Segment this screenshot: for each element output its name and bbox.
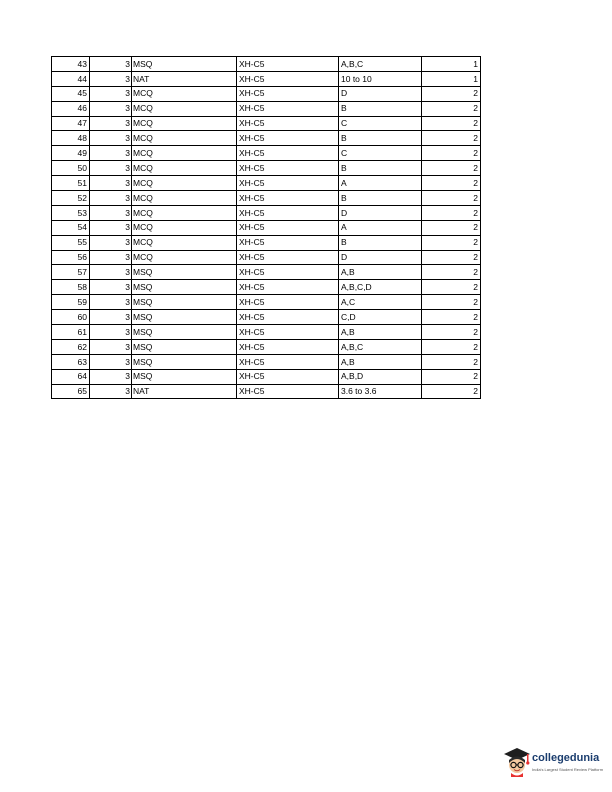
table-row bbox=[52, 250, 481, 265]
question-type-cell: MSQ bbox=[132, 280, 237, 295]
question-type-cell: MCQ bbox=[132, 161, 237, 176]
question-type-cell: MCQ bbox=[132, 235, 237, 250]
question-type-cell: MSQ bbox=[132, 325, 237, 340]
question-number-cell: 65 bbox=[52, 384, 90, 399]
section-cell: XH-C5 bbox=[237, 131, 339, 146]
marks-cell: 2 bbox=[422, 295, 481, 310]
question-number-cell: 59 bbox=[52, 295, 90, 310]
answer-key-cell: B bbox=[339, 101, 422, 116]
answer-key-cell: A,B,C bbox=[339, 339, 422, 354]
table-row bbox=[52, 116, 481, 131]
question-number-cell: 62 bbox=[52, 339, 90, 354]
table-row bbox=[52, 220, 481, 235]
question-type-cell: MCQ bbox=[132, 86, 237, 101]
table-row bbox=[52, 176, 481, 191]
section-cell: XH-C5 bbox=[237, 265, 339, 280]
session-cell: 3 bbox=[90, 325, 132, 340]
section-cell: XH-C5 bbox=[237, 101, 339, 116]
table-row bbox=[52, 369, 481, 384]
answer-key-cell: D bbox=[339, 86, 422, 101]
question-number-cell: 43 bbox=[52, 57, 90, 72]
table-row bbox=[52, 339, 481, 354]
session-cell: 3 bbox=[90, 116, 132, 131]
question-number-cell: 55 bbox=[52, 235, 90, 250]
question-number-cell: 45 bbox=[52, 86, 90, 101]
question-number-cell: 64 bbox=[52, 369, 90, 384]
table-row bbox=[52, 101, 481, 116]
question-type-cell: MCQ bbox=[132, 146, 237, 161]
marks-cell: 2 bbox=[422, 101, 481, 116]
table-row bbox=[52, 354, 481, 369]
question-type-cell: MSQ bbox=[132, 265, 237, 280]
marks-cell: 2 bbox=[422, 220, 481, 235]
answer-key-cell: A,B bbox=[339, 265, 422, 280]
table-row bbox=[52, 131, 481, 146]
section-cell: XH-C5 bbox=[237, 191, 339, 206]
question-number-cell: 53 bbox=[52, 205, 90, 220]
session-cell: 3 bbox=[90, 354, 132, 369]
question-number-cell: 56 bbox=[52, 250, 90, 265]
question-type-cell: MSQ bbox=[132, 310, 237, 325]
collegedunia-watermark bbox=[503, 746, 612, 780]
marks-cell: 2 bbox=[422, 384, 481, 399]
question-number-cell: 54 bbox=[52, 220, 90, 235]
section-cell: XH-C5 bbox=[237, 354, 339, 369]
session-cell: 3 bbox=[90, 369, 132, 384]
marks-cell: 2 bbox=[422, 325, 481, 340]
marks-cell: 2 bbox=[422, 310, 481, 325]
section-cell: XH-C5 bbox=[237, 250, 339, 265]
question-type-cell: NAT bbox=[132, 384, 237, 399]
brand-tagline: India's Largest Student Review Platform bbox=[532, 767, 604, 772]
question-number-cell: 49 bbox=[52, 146, 90, 161]
question-number-cell: 48 bbox=[52, 131, 90, 146]
marks-cell: 2 bbox=[422, 146, 481, 161]
marks-cell: 2 bbox=[422, 339, 481, 354]
question-type-cell: MCQ bbox=[132, 131, 237, 146]
section-cell: XH-C5 bbox=[237, 339, 339, 354]
question-number-cell: 50 bbox=[52, 161, 90, 176]
question-type-cell: MCQ bbox=[132, 101, 237, 116]
session-cell: 3 bbox=[90, 86, 132, 101]
marks-cell: 2 bbox=[422, 205, 481, 220]
section-cell: XH-C5 bbox=[237, 116, 339, 131]
session-cell: 3 bbox=[90, 71, 132, 86]
marks-cell: 2 bbox=[422, 369, 481, 384]
section-cell: XH-C5 bbox=[237, 325, 339, 340]
session-cell: 3 bbox=[90, 265, 132, 280]
table-row bbox=[52, 235, 481, 250]
marks-cell: 2 bbox=[422, 235, 481, 250]
session-cell: 3 bbox=[90, 310, 132, 325]
question-number-cell: 44 bbox=[52, 71, 90, 86]
session-cell: 3 bbox=[90, 280, 132, 295]
section-cell: XH-C5 bbox=[237, 57, 339, 72]
question-type-cell: MSQ bbox=[132, 369, 237, 384]
question-type-cell: MCQ bbox=[132, 116, 237, 131]
section-cell: XH-C5 bbox=[237, 205, 339, 220]
answer-key-cell: B bbox=[339, 191, 422, 206]
answer-key-cell: C bbox=[339, 146, 422, 161]
session-cell: 3 bbox=[90, 220, 132, 235]
table-row bbox=[52, 161, 481, 176]
marks-cell: 2 bbox=[422, 86, 481, 101]
question-number-cell: 47 bbox=[52, 116, 90, 131]
section-cell: XH-C5 bbox=[237, 71, 339, 86]
table-row bbox=[52, 86, 481, 101]
session-cell: 3 bbox=[90, 339, 132, 354]
answer-key-cell: C,D bbox=[339, 310, 422, 325]
marks-cell: 2 bbox=[422, 131, 481, 146]
answer-key-cell: A,B bbox=[339, 325, 422, 340]
answer-key-cell: D bbox=[339, 250, 422, 265]
question-number-cell: 58 bbox=[52, 280, 90, 295]
answer-key-cell: B bbox=[339, 161, 422, 176]
section-cell: XH-C5 bbox=[237, 369, 339, 384]
table-row bbox=[52, 310, 481, 325]
brand-name: collegedunia bbox=[532, 752, 600, 764]
session-cell: 3 bbox=[90, 384, 132, 399]
marks-cell: 2 bbox=[422, 191, 481, 206]
session-cell: 3 bbox=[90, 146, 132, 161]
marks-cell: 2 bbox=[422, 354, 481, 369]
question-type-cell: NAT bbox=[132, 71, 237, 86]
answer-key-body bbox=[52, 57, 481, 399]
session-cell: 3 bbox=[90, 161, 132, 176]
question-type-cell: MSQ bbox=[132, 354, 237, 369]
section-cell: XH-C5 bbox=[237, 146, 339, 161]
session-cell: 3 bbox=[90, 176, 132, 191]
section-cell: XH-C5 bbox=[237, 176, 339, 191]
table-row bbox=[52, 384, 481, 399]
question-number-cell: 51 bbox=[52, 176, 90, 191]
session-cell: 3 bbox=[90, 295, 132, 310]
answer-key-cell: D bbox=[339, 205, 422, 220]
question-number-cell: 52 bbox=[52, 191, 90, 206]
marks-cell: 2 bbox=[422, 280, 481, 295]
marks-cell: 1 bbox=[422, 71, 481, 86]
answer-key-cell: A,B,D bbox=[339, 369, 422, 384]
answer-key-cell: A,B,C,D bbox=[339, 280, 422, 295]
table-row bbox=[52, 205, 481, 220]
table-row bbox=[52, 191, 481, 206]
section-cell: XH-C5 bbox=[237, 310, 339, 325]
question-number-cell: 57 bbox=[52, 265, 90, 280]
section-cell: XH-C5 bbox=[237, 86, 339, 101]
table-row bbox=[52, 280, 481, 295]
table-row bbox=[52, 325, 481, 340]
question-number-cell: 60 bbox=[52, 310, 90, 325]
session-cell: 3 bbox=[90, 191, 132, 206]
session-cell: 3 bbox=[90, 205, 132, 220]
marks-cell: 1 bbox=[422, 57, 481, 72]
answer-key-cell: A,C bbox=[339, 295, 422, 310]
answer-key-table bbox=[51, 56, 481, 399]
session-cell: 3 bbox=[90, 57, 132, 72]
question-type-cell: MCQ bbox=[132, 176, 237, 191]
answer-key-cell: 3.6 to 3.6 bbox=[339, 384, 422, 399]
marks-cell: 2 bbox=[422, 161, 481, 176]
marks-cell: 2 bbox=[422, 176, 481, 191]
question-number-cell: 46 bbox=[52, 101, 90, 116]
question-type-cell: MCQ bbox=[132, 220, 237, 235]
answer-key-cell: B bbox=[339, 131, 422, 146]
table-row bbox=[52, 71, 481, 86]
section-cell: XH-C5 bbox=[237, 235, 339, 250]
question-type-cell: MCQ bbox=[132, 250, 237, 265]
answer-key-cell: C bbox=[339, 116, 422, 131]
answer-key-cell: B bbox=[339, 235, 422, 250]
session-cell: 3 bbox=[90, 131, 132, 146]
answer-key-cell: A,B bbox=[339, 354, 422, 369]
marks-cell: 2 bbox=[422, 265, 481, 280]
table-row bbox=[52, 146, 481, 161]
section-cell: XH-C5 bbox=[237, 161, 339, 176]
section-cell: XH-C5 bbox=[237, 220, 339, 235]
table-row bbox=[52, 265, 481, 280]
session-cell: 3 bbox=[90, 250, 132, 265]
question-type-cell: MCQ bbox=[132, 191, 237, 206]
answer-key-cell: 10 to 10 bbox=[339, 71, 422, 86]
section-cell: XH-C5 bbox=[237, 295, 339, 310]
graduate-mascot-icon bbox=[503, 746, 531, 778]
session-cell: 3 bbox=[90, 101, 132, 116]
session-cell: 3 bbox=[90, 235, 132, 250]
answer-key-cell: A bbox=[339, 176, 422, 191]
question-type-cell: MSQ bbox=[132, 57, 237, 72]
answer-key-cell: A bbox=[339, 220, 422, 235]
question-type-cell: MCQ bbox=[132, 205, 237, 220]
question-number-cell: 61 bbox=[52, 325, 90, 340]
marks-cell: 2 bbox=[422, 116, 481, 131]
marks-cell: 2 bbox=[422, 250, 481, 265]
section-cell: XH-C5 bbox=[237, 280, 339, 295]
table-row bbox=[52, 57, 481, 72]
table-row bbox=[52, 295, 481, 310]
section-cell: XH-C5 bbox=[237, 384, 339, 399]
answer-key-cell: A,B,C bbox=[339, 57, 422, 72]
question-number-cell: 63 bbox=[52, 354, 90, 369]
question-type-cell: MSQ bbox=[132, 339, 237, 354]
question-type-cell: MSQ bbox=[132, 295, 237, 310]
